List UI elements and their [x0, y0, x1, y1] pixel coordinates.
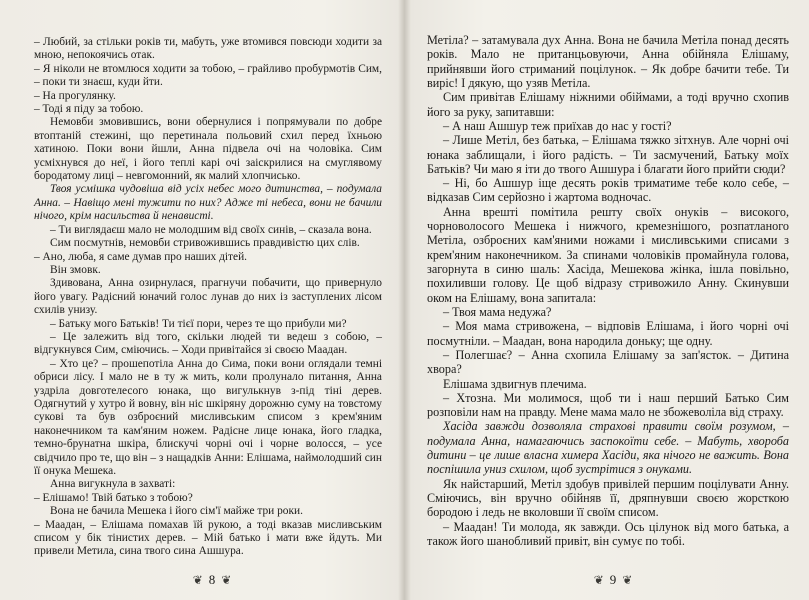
paragraph: – Маадан! Ти молода, як завжди. Ось цілунок від мого батька, а також його шанобливий привіт, він сумує по тобі.	[427, 519, 789, 548]
paragraph: – Ано, люба, я саме думав про наших дітей.	[34, 250, 248, 263]
paragraph: – Елішамо! Твій батько з тобою?	[34, 491, 193, 504]
page-number: 9	[609, 572, 617, 587]
paragraph: – Полегшає? – Анна схопила Елішаму за зап'ясток. – Дитина хвора?	[427, 347, 789, 377]
paragraph: – Ні, бо Ашшур іще десять років триматиме тебе коло себе, – відказав Сим серйозно і жартома водночас.	[427, 176, 789, 205]
right-page	[409, 0, 809, 600]
paragraph: – Ти виглядаєш мало не молодшим від своїх синів, – сказала вона.	[50, 223, 372, 236]
paragraph: Він змовк.	[50, 263, 101, 276]
paragraph: Як найстарший, Метіл здобув привілей першим поцілувати Анну. Сміючись, він вручно обійняв її, дряпнувши своєю жорсткою бородою і ледь не вколовши її своїм списом.	[427, 476, 789, 520]
ornament-right-icon: ❦	[622, 572, 633, 587]
ornament-left-icon: ❦	[593, 572, 604, 587]
paragraph: – Моя мама стривожена, – відповів Елішама, і його чорні очі посмутніли. – Маадан, вона народила доньку; ще одну.	[427, 319, 789, 348]
paragraph-italic-thought: Твоя усмішка чудовіша від усіх небес мого дитинства, – подумала Анна. – Навіщо мені тужити по них? Адже ті небеса, вони не бачили нічого, крім насильства й ненависті.	[34, 183, 382, 223]
paragraph: Анна врешті помітила решту своїх онуків – високого, чорноволосого Мешека і нижчого, кремезнішого, розпатланого Метіла, озброєних кам'яними ножами і мисливськими списами з крем'яним наконечником. За спинами чоловіків промайнула голова, загорнута в синю шаль: Хасіда, Мешекова жінка, ішла повільно, похиливши голову. Це щоб відразу стривожило Анну. Скинувши оком на Елішаму, вона запитала:	[427, 204, 789, 305]
paragraph-italic-thought: Хасіда завжди дозволяла страхові правити своїм розумом, – подумала Анна, намагаючись заспокоїти себе. – Мабуть, хвороба дитини – це лише власна химера Хасіди, яка нічого не важить. Вона поспішила униз схилом, щоб зустрітися з онуками.	[427, 419, 789, 477]
left-page	[0, 0, 400, 600]
paragraph: – Маадан, – Елішама помахав їй рукою, а тоді вказав мисливським списом у бік тінистих дерев. – Мій батько і мати вже йдуть. Ми привели Метила, сина твого сина Ашшура.	[34, 518, 382, 558]
page-number: 8	[208, 572, 216, 587]
paragraph: – Я ніколи не втомлюся ходити за тобою, – грайливо пробурмотів Сим, – поки ти знаєш, куди йти.	[34, 62, 382, 89]
paragraph: – Хтозна. Ми молимося, щоб ти і наш перший Батько Сим розповіли нам на правду. Мене мама мало не збожеволіла від страху.	[427, 390, 789, 420]
paragraph: Елішама здвигнув плечима.	[443, 376, 587, 391]
paragraph: Анна вигукнула в захваті:	[50, 478, 176, 491]
paragraph: – Любий, за стільки років ти, мабуть, уже втомився повсюди ходити за мною, непокоячись отак.	[34, 36, 382, 62]
paragraph: – Це залежить від того, скільки людей ти ведеш з собою, – відгукнувся Сим, сміючись. – Ходи привітайся зі своєю Маадан.	[34, 330, 382, 357]
paragraph: Сим привітав Елішаму ніжними обіймами, а тоді вручно схопив його за руку, запитавши:	[427, 90, 789, 119]
page-number-footer	[24, 572, 400, 588]
paragraph: – Лише Метіл, без батька, – Елішама тяжко зітхнув. Але чорні очі юнака заблищали, і його радість. – Ти засмучений, Батьку моїх Батьків? Чи маю я іти до твого Ашшура і благати його прийти сюди?	[427, 133, 789, 176]
paragraph: Здивована, Анна озирнулася, прагнучи побачити, що привернуло його увагу. Радісний юначий голос лунав до них із заступлених лісом схилів унизу.	[34, 277, 382, 317]
paragraph: – А наш Ашшур теж приїхав до нас у гості?	[443, 118, 672, 133]
page-number-footer	[417, 572, 809, 588]
paragraph: – Батьку мого Батьків! Ти тієї пори, через те що прибули ми?	[50, 317, 347, 330]
paragraph: – На прогулянку.	[34, 89, 116, 102]
ornament-left-icon: ❦	[192, 572, 203, 587]
paragraph: Вона не бачила Мешека і його сім'ї майже три роки.	[50, 505, 303, 518]
right-page-text	[427, 33, 789, 548]
paragraph: – Тоді я піду за тобою.	[34, 103, 144, 116]
ornament-right-icon: ❦	[221, 572, 232, 587]
left-page-text	[34, 36, 382, 559]
paragraph: Метіла? – затамувала дух Анна. Вона не бачила Метіла понад десять років. Мало не пританцьовуючи, Анна обійняла Елішаму, прийнявши його стриманий поцілунок. – Як добре бачити тебе. Ти виріс! І дякую, що узяв Метіла.	[427, 33, 789, 90]
paragraph: Немовби змовившись, вони обернулися і попрямували по добре втоптаній стежині, що перетинала польовий схил перед їхньою хатиною. Поки вони йшли, Анна підвела очі на чоловіка. Сим усміхнувся до неї, і його теплі карі очі заіскрилися на смуглявому бородатому лиці – невгомонний, як малий хлопчисько.	[34, 116, 382, 183]
paragraph: – Твоя мама недужа?	[443, 304, 552, 319]
paragraph: Сим посмутнів, немовби стривожившись правдивістю цих слів.	[50, 237, 360, 250]
paragraph: – Хто це? – прошепотіла Анна до Сима, поки вони оглядали темні обриси лісу. І мало не в ту ж мить, коли пролунало питання, Анна уздріла довготелесого юнака, що вигулькнув з-під тіні дерев. Одягнутий у хутро й вовну, він ніс шкіряну дорожню суму на товстому сукові та був озброєний мисливським списом з крем'яним наконечником та кам'яним ножем. Радісне лице юнака, його гладка, темно-брунатна шкіра, блискучі чорні очі і чорне волосся, – усе свідчило про те, що він – з нащадків Анни: Елішама, наймолодший син її онука Мешека.	[34, 357, 382, 477]
